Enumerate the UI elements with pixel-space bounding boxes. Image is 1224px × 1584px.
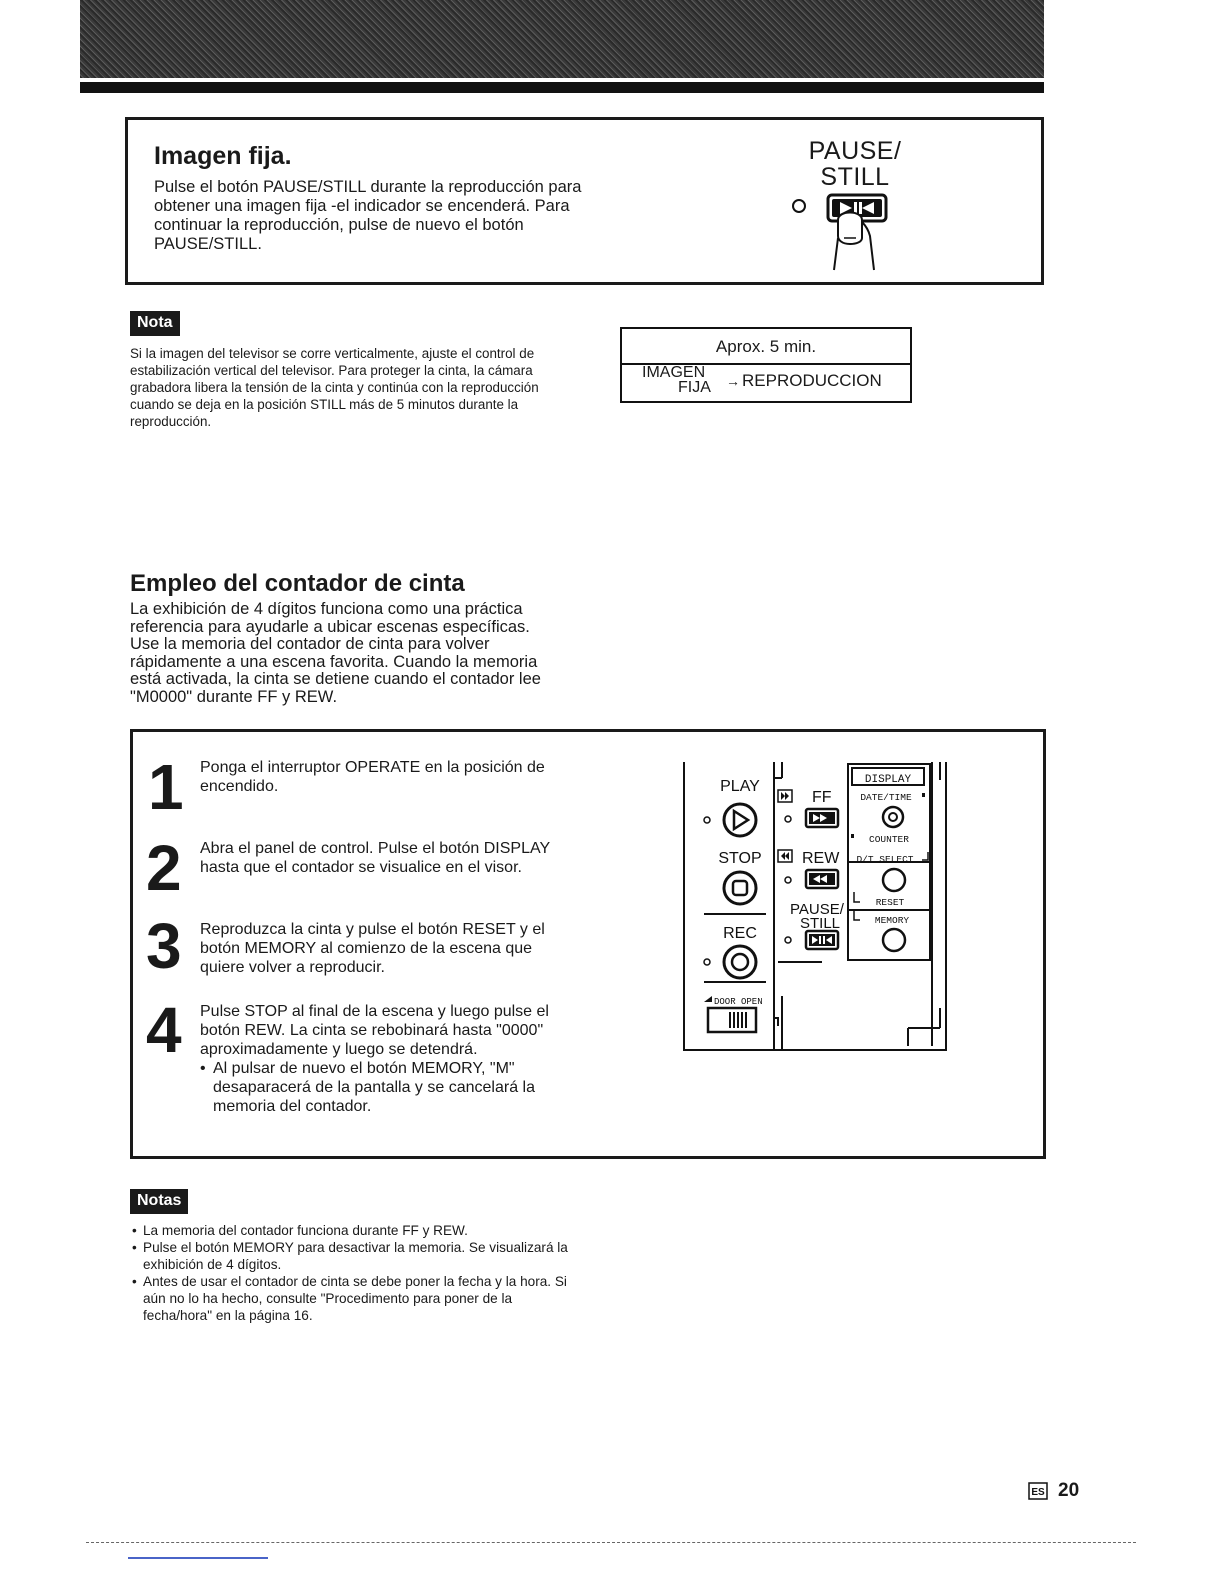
panel-memory-label: MEMORY [874,915,910,926]
pause-label-line2: STILL [820,163,890,191]
arrow-right-icon: → [726,373,740,389]
language-es-label: ES [1031,1487,1045,1498]
pause-still-label [790,138,920,190]
still-body: Pulse el botón PAUSE/STILL durante la reproducción para obtener una imagen fija -el indicador se encenderá. Para continuar la reproducción, pulse de nuevo el botón PAUSE/STILL. [154,178,582,253]
step-4-text: Pulse STOP al final de la escena y luego pulse el botón REW. La cinta se rebobinará hasta "0000" aproximadamente y luego se detendrá. [200,1003,549,1058]
panel-still-label: STILL [800,915,841,932]
timing-from-line1: IMAGEN [642,364,706,381]
timing-to: REPRODUCCION [742,371,882,390]
pause-label-line1: PAUSE/ [808,137,902,165]
timing-from-line2: FIJA [678,379,711,396]
panel-rew-label: REW [802,850,840,867]
bullet-icon: • [200,1060,206,1077]
panel-display-label: DISPLAY [864,774,912,786]
indicator-light-icon [792,199,806,213]
nota-text: Si la imagen del televisor se corre verticalmente, ajuste el control de estabilización vertical del televisor. Para proteger la cinta, la cámara grabadora libera la tensión de la cinta y continúa con la reproducción cuando se deja en la posición STILL más de 5 minutos durante la reproducción. [130,346,539,429]
header-band [80,0,1044,78]
panel-counter-label: COUNTER [869,834,909,845]
timing-diagram [620,327,912,403]
step-3-number: 3 [146,910,182,982]
notas-item: • Pulse el botón MEMORY para desactivar la memoria. Se visualizará la exhibición de 4 dígitos. [132,1239,572,1273]
page-number: 20 [1058,1480,1080,1501]
step-1-number: 1 [148,751,184,823]
panel-play-label: PLAY [720,778,760,795]
finger-press-icon [812,208,902,272]
panel-dt-select-label: D/T SELECT [856,854,914,865]
panel-ff-label: FF [812,789,832,806]
panel-reset-label: RESET [875,897,905,908]
step-3-text: Reproduzca la cinta y pulse el botón RESET y el botón MEMORY al comienzo de la escena que quiere volver a reproducir. [200,921,545,976]
step-4-bullet-text: Al pulsar de nuevo el botón MEMORY, "M" desaparacerá de la pantalla y se cancelará la memoria del contador. [213,1060,535,1115]
notas-item: • Antes de usar el contador de cinta se debe poner la fecha y la hora. Si aún no lo ha hecho, consulte "Procedimento para poner de la fecha/hora" en la página 16. [132,1273,572,1324]
step-1-text: Ponga el interruptor OPERATE en la posición de encendido. [200,759,545,795]
counter-section-title: Empleo del contador de cinta [130,570,465,597]
header-rule [80,82,1044,93]
control-panel-illustration [682,756,948,1052]
timing-duration: Aprox. 5 min. [622,329,910,365]
step-4-number: 4 [146,994,182,1066]
notas-badge: Notas [130,1189,188,1214]
counter-intro: La exhibición de 4 dígitos funciona como una práctica referencia para ayudarle a ubicar escenas específicas. Use la memoria del contador de cinta para volver rápidamente a una escena favorita. Cuando la memoria está activada, la cinta se detiene cuando el contador lee "M0000" durante FF y REW. [130,600,541,706]
panel-pause-label: PAUSE/ [790,901,844,918]
step-2-number: 2 [146,832,182,904]
notas-list [132,1222,572,1324]
bottom-link-underline [128,1557,268,1559]
panel-rec-label: REC [723,925,757,942]
still-title: Imagen fija. [154,142,292,170]
language-es-icon [1028,1482,1048,1500]
step-2-text: Abra el panel de control. Pulse el botón DISPLAY hasta que el contador se visualice en el visor. [200,840,550,876]
notas-item: • La memoria del contador funciona durante FF y REW. [132,1222,572,1239]
nota-badge: Nota [130,311,180,336]
panel-date-time-label: DATE/TIME [860,792,912,803]
panel-door-open-label: DOOR OPEN [714,997,763,1007]
bottom-rule [86,1542,1136,1543]
panel-stop-label: STOP [718,850,762,867]
step-4-bullet [200,1059,575,1116]
